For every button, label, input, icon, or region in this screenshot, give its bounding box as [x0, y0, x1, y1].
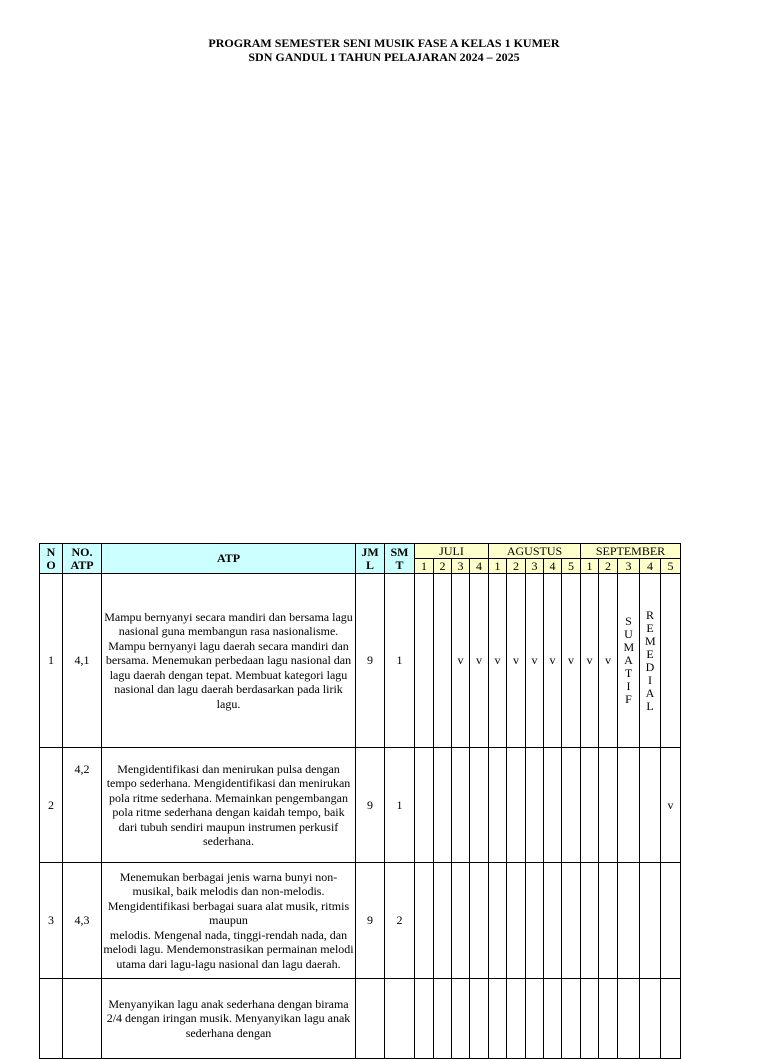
- week-cell: v: [452, 574, 470, 748]
- week-cell: [581, 863, 599, 979]
- row-smt: [385, 979, 415, 1059]
- week-cell: [599, 748, 618, 863]
- row-atp-text: Menyanyikan lagu anak sederhana dengan birama 2/4 dengan iringan musik. Menyanyikan lagu anak sederhana dengan: [102, 979, 356, 1059]
- week-cell: [452, 863, 470, 979]
- week-cell: [640, 979, 661, 1059]
- month-header-september: SEPTEMBER: [581, 544, 681, 559]
- week-cell: [470, 863, 489, 979]
- week-header: 4: [544, 559, 562, 574]
- row-atp-text: Mengidentifikasi dan menirukan pulsa dengan tempo sederhana. Mengidentifikasi dan menirukan pola ritme sederhana. Memainkan pengembangan pola ritme sederhana dengan kaidah tempo, baik dari tubuh sendiri maupun instrumen perkusif sederhana.: [102, 748, 356, 863]
- week-cell: [526, 748, 544, 863]
- remedial-cell: [640, 574, 661, 748]
- header-atp: ATP: [102, 544, 356, 574]
- week-header: 2: [599, 559, 618, 574]
- header-smt: SM T: [385, 544, 415, 574]
- table-row: [40, 979, 681, 1059]
- row-no-atp: 4,2: [63, 748, 102, 863]
- week-cell: v: [562, 574, 581, 748]
- row-jml: 9: [356, 574, 385, 748]
- week-header: 2: [507, 559, 526, 574]
- week-cell: [507, 979, 526, 1059]
- week-cell: [507, 863, 526, 979]
- month-header-juli: JULI: [415, 544, 489, 559]
- row-no-atp: [63, 979, 102, 1059]
- week-header: 2: [434, 559, 452, 574]
- week-cell: v: [489, 574, 507, 748]
- week-cell: [470, 979, 489, 1059]
- week-cell: [489, 748, 507, 863]
- week-cell: [599, 863, 618, 979]
- table-row: [40, 863, 681, 979]
- week-cell: [526, 979, 544, 1059]
- week-cell: [434, 574, 452, 748]
- row-jml: 9: [356, 748, 385, 863]
- table-row: [40, 748, 681, 863]
- week-cell: [640, 748, 661, 863]
- week-cell: [415, 979, 434, 1059]
- week-cell: [434, 863, 452, 979]
- week-cell: v: [581, 574, 599, 748]
- week-cell: [562, 979, 581, 1059]
- row-no: 3: [40, 863, 63, 979]
- week-header: 5: [562, 559, 581, 574]
- week-cell: [415, 574, 434, 748]
- row-atp-text: Mampu bernyanyi secara mandiri dan bersama lagu nasional guna membangun rasa nasionalisme. Mampu bernyanyi lagu daerah secara mandiri dan bersama. Menemukan perbedaan lagu nasional dan lagu daerah dengan tepat. Membuat kategori lagu nasional dan lagu daerah berdasarkan pada lirik lagu.: [102, 574, 356, 748]
- week-cell: [415, 748, 434, 863]
- week-cell: v: [661, 748, 681, 863]
- week-cell: [544, 748, 562, 863]
- week-cell: [526, 863, 544, 979]
- week-cell: [544, 863, 562, 979]
- row-smt: 1: [385, 574, 415, 748]
- week-cell: [661, 979, 681, 1059]
- row-smt: 2: [385, 863, 415, 979]
- week-header: 3: [618, 559, 640, 574]
- remedial-label: R E M E D I A L: [645, 607, 656, 713]
- week-cell: v: [544, 574, 562, 748]
- program-semester-table: [39, 543, 681, 1059]
- week-cell: [562, 748, 581, 863]
- week-cell: [544, 979, 562, 1059]
- week-cell: v: [599, 574, 618, 748]
- week-cell: v: [507, 574, 526, 748]
- document-title: [0, 36, 768, 64]
- week-cell: [562, 863, 581, 979]
- row-no-atp: 4,1: [63, 574, 102, 748]
- week-cell: [640, 863, 661, 979]
- week-header: 3: [526, 559, 544, 574]
- week-cell: [581, 979, 599, 1059]
- week-cell: [581, 748, 599, 863]
- week-cell: [452, 748, 470, 863]
- week-cell: [661, 574, 681, 748]
- week-cell: [618, 863, 640, 979]
- month-header-agustus: AGUSTUS: [489, 544, 581, 559]
- week-cell: [470, 748, 489, 863]
- week-header: 1: [415, 559, 434, 574]
- row-no: 1: [40, 574, 63, 748]
- week-header: 5: [661, 559, 681, 574]
- week-cell: v: [470, 574, 489, 748]
- week-cell: [489, 979, 507, 1059]
- week-cell: [452, 979, 470, 1059]
- week-cell: [618, 979, 640, 1059]
- row-atp-text: Menemukan berbagai jenis warna bunyi non-musikal, baik melodis dan non-melodis. Mengidentifikasi berbagai suara alat musik, ritmis maupun melodis. Mengenal nada, tinggi-rendah nada, dan melodi lagu. Mendemonstrasikan permainan melodi utama dari lagu-lagu nasional dan lagu daerah.: [102, 863, 356, 979]
- header-no: N O: [40, 544, 63, 574]
- row-jml: [356, 979, 385, 1059]
- week-cell: [434, 979, 452, 1059]
- sumatif-cell: [618, 574, 640, 748]
- header-no-atp: NO. ATP: [63, 544, 102, 574]
- row-no-atp: 4,3: [63, 863, 102, 979]
- week-cell: [507, 748, 526, 863]
- table-row: [40, 574, 681, 748]
- row-no: [40, 979, 63, 1059]
- week-cell: [434, 748, 452, 863]
- week-cell: [489, 863, 507, 979]
- week-header: 1: [489, 559, 507, 574]
- title-line-2: SDN GANDUL 1 TAHUN PELAJARAN 2024 – 2025: [248, 50, 520, 64]
- week-header: 3: [452, 559, 470, 574]
- week-cell: v: [526, 574, 544, 748]
- week-header: 4: [470, 559, 489, 574]
- week-cell: [599, 979, 618, 1059]
- title-line-1: PROGRAM SEMESTER SENI MUSIK FASE A KELAS 1 KUMER: [208, 36, 560, 50]
- sumatif-label: S U M A T I F: [623, 614, 635, 706]
- week-header: 1: [581, 559, 599, 574]
- row-jml: 9: [356, 863, 385, 979]
- row-smt: 1: [385, 748, 415, 863]
- week-cell: [415, 863, 434, 979]
- row-no: 2: [40, 748, 63, 863]
- header-jml: JM L: [356, 544, 385, 574]
- week-cell: [661, 863, 681, 979]
- week-cell: [618, 748, 640, 863]
- week-header: 4: [640, 559, 661, 574]
